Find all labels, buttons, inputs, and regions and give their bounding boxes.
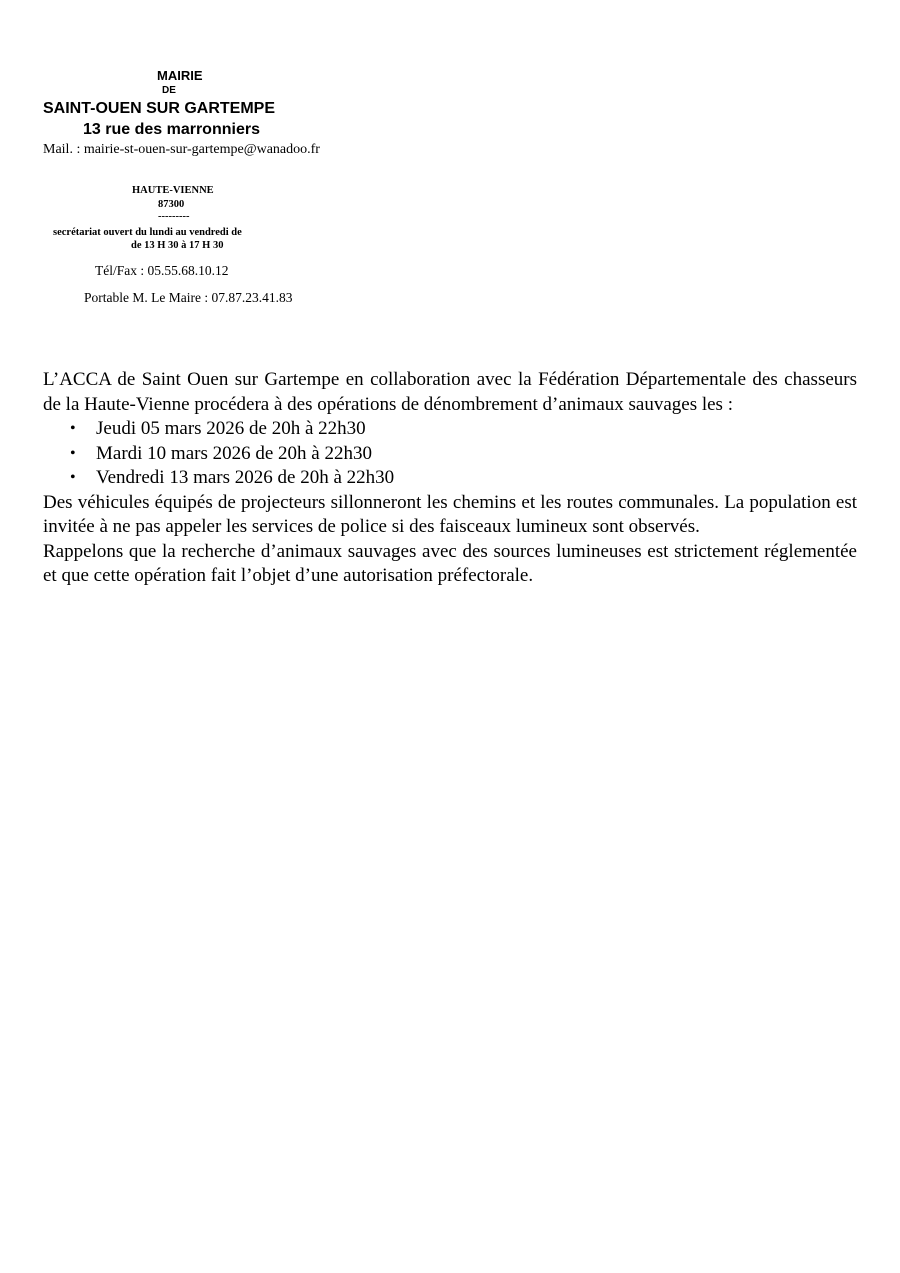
office-hours-line2: de 13 H 30 à 17 H 30 (131, 240, 224, 251)
vehicles-paragraph: Des véhicules équipés de projecteurs sillonneront les chemins et les routes communales. La population est invitée à ne pas appeler les services de police si des faisceaux lumineux sont observés. (43, 491, 857, 537)
bullet-icon: • (70, 469, 76, 486)
date-text: Jeudi 05 mars 2026 de 20h à 22h30 (96, 418, 366, 439)
mairie-title: MAIRIE (157, 68, 203, 83)
bullet-icon: • (70, 444, 76, 462)
list-item (43, 417, 857, 442)
bullet-icon: • (70, 420, 76, 437)
commune-name: SAINT-OUEN SUR GARTEMPE (43, 100, 276, 117)
phone-fax: Tél/Fax : 05.55.68.10.12 (95, 263, 229, 278)
letterhead (0, 0, 420, 320)
separator: --------- (158, 211, 190, 222)
dates-list (43, 417, 857, 491)
date-text: Mardi 10 mars 2026 de 20h à 22h30 (96, 442, 372, 464)
department: HAUTE-VIENNE (132, 185, 214, 196)
list-item (43, 442, 857, 467)
intro-paragraph: L’ACCA de Saint Ouen sur Gartempe en collaboration avec la Fédération Départementale des chasseurs de la Haute-Vienne procédera à des opérations de dénombrement d’animaux sauvages les : (43, 369, 857, 415)
address: 13 rue des marronniers (83, 121, 260, 138)
notice-body (43, 368, 857, 589)
date-text: Vendredi 13 mars 2026 de 20h à 22h30 (96, 467, 395, 488)
office-hours-line1: secrétariat ouvert du lundi au vendredi de (53, 227, 242, 238)
mairie-de: DE (162, 85, 176, 96)
email-line: Mail. : mairie-st-ouen-sur-gartempe@wanadoo.fr (43, 142, 320, 157)
regulation-paragraph: Rappelons que la recherche d’animaux sauvages avec des sources lumineuses est strictement réglementée et que cette opération fait l’objet d’une autorisation préfectorale. (43, 540, 857, 586)
postal-code: 87300 (158, 199, 185, 210)
mayor-mobile: Portable M. Le Maire : 07.87.23.41.83 (84, 290, 293, 305)
list-item (43, 466, 857, 491)
